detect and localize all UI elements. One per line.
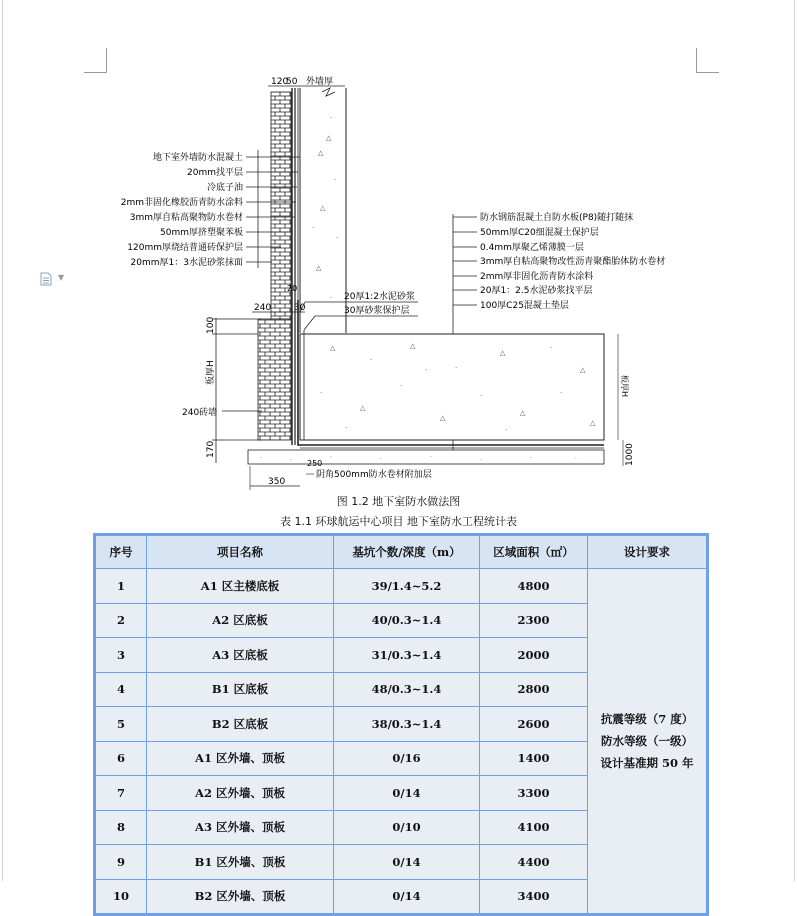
design-line: 防水等级（一级） [601, 734, 693, 748]
cell-area: 2600 [480, 707, 588, 742]
hatch-mark: △ [326, 134, 332, 142]
label-c20: 50mm厚C20细混凝土保护层 [480, 228, 599, 238]
cell-name: A3 区外墙、顶板 [147, 810, 334, 845]
hatch-mark: · [425, 366, 428, 374]
cell-name: A1 区外墙、顶板 [147, 741, 334, 776]
cell-no: 4 [95, 672, 147, 707]
cell-no: 10 [95, 879, 147, 915]
dim-350: 350 [268, 477, 286, 487]
cell-area: 2000 [480, 638, 588, 673]
cell-design-requirements [588, 569, 708, 915]
hatch-mark: · [320, 389, 323, 397]
cell-area: 4100 [480, 810, 588, 845]
table-row [95, 569, 708, 604]
label-coating: 2mm非固化橡胶沥青防水涂料 [120, 198, 243, 208]
design-line: 设计基准期 50 年 [600, 756, 694, 770]
hatch-mark: △ [330, 344, 336, 352]
cell-area: 1400 [480, 741, 588, 776]
hatch-mark: · [505, 426, 508, 434]
cell-depth: 39/1.4~5.2 [334, 569, 480, 604]
cell-no: 7 [95, 776, 147, 811]
cell-no: 2 [95, 603, 147, 638]
hatch-mark: △ [520, 409, 526, 417]
cell-no: 9 [95, 845, 147, 880]
cell-depth: 48/0.3~1.4 [334, 672, 480, 707]
header-depth: 基坑个数/深度（m） [334, 535, 480, 569]
cell-depth: 0/16 [334, 741, 480, 776]
label-xps: 50mm厚挤塑聚苯板 [160, 228, 243, 238]
cell-depth: 0/14 [334, 879, 480, 915]
cell-name: A3 区底板 [147, 638, 334, 673]
hatch-mark: · [550, 344, 553, 352]
dim-100: 100 [206, 316, 216, 334]
hatch-mark: · [480, 457, 482, 464]
dim-top-50: 50 [286, 77, 298, 87]
hatch-mark: △ [580, 366, 586, 374]
label-non-cure: 2mm厚非固化沥青防水涂料 [480, 272, 594, 282]
cell-area: 4400 [480, 845, 588, 880]
cell-name: B2 区外墙、顶板 [147, 879, 334, 915]
hatch-mark: △ [500, 349, 506, 357]
header-design: 设计要求 [588, 535, 708, 569]
hatch-mark: △ [360, 404, 366, 412]
cell-depth: 0/14 [334, 845, 480, 880]
hatch-mark: · [330, 454, 332, 461]
label-corner-note: 阴角500mm防水卷材附加层 [316, 470, 432, 480]
cell-area: 3300 [480, 776, 588, 811]
hatch-mark: △ [320, 204, 326, 212]
cell-no: 8 [95, 810, 147, 845]
dim-30: 30 [294, 303, 306, 313]
hatch-mark: · [290, 457, 292, 464]
cell-area: 2300 [480, 603, 588, 638]
cell-name: A2 区底板 [147, 603, 334, 638]
hatch-mark: · [334, 176, 337, 184]
hatch-mark: · [345, 424, 348, 432]
label-pe-film: 0.4mm厚聚乙烯薄膜一层 [480, 243, 584, 253]
design-line: 抗震等级（7 度） [600, 712, 694, 726]
cell-name: A1 区主楼底板 [147, 569, 334, 604]
hatch-mark: · [336, 234, 339, 242]
dim-250: 250 [307, 459, 323, 468]
hatch-mark: △ [440, 414, 446, 422]
hatch-mark: · [430, 454, 432, 461]
statistics-table [93, 533, 709, 916]
hatch-mark: △ [590, 419, 596, 427]
chevron-down-icon[interactable]: ▼ [58, 273, 65, 282]
label-leveling: 20mm找平层 [187, 168, 243, 178]
dim-240: 240 [254, 303, 272, 313]
hatch-mark: · [370, 356, 373, 364]
label-brick-wall: 240砖墙 [182, 408, 218, 418]
dim-slab-h: 板厚H [206, 360, 216, 385]
header-no: 序号 [95, 535, 147, 569]
hatch-mark: · [400, 382, 403, 390]
label-mortar: 20mm厚1：3水泥砂浆抹面 [130, 258, 243, 268]
label-c25: 100厚C25混凝土垫层 [480, 301, 569, 311]
hatch-mark: · [330, 114, 333, 122]
hatch-mark: △ [316, 264, 322, 272]
header-area: 区域面积（㎡） [480, 535, 588, 569]
label-primer: 冷底子油 [206, 183, 243, 193]
label-rc-slab: 防水钢筋混凝土自防水板(P8)随打随抹 [480, 213, 634, 223]
cell-no: 3 [95, 638, 147, 673]
hatch-mark: △ [410, 342, 416, 350]
label-brick-protect: 120mm厚烧结普通砖保护层 [127, 243, 243, 253]
dim-top-wall: 外墙厚 [306, 77, 334, 87]
label-screed: 20厚1：2.5水泥砂浆找平层 [480, 286, 593, 296]
hatch-mark: · [560, 389, 563, 397]
label-corner-protect: 30厚砂浆保护层 [344, 306, 410, 316]
table-header-row [95, 535, 708, 569]
table-title: 表 1.1 环球航运中心项目 地下室防水工程统计表 [280, 515, 517, 528]
hatch-mark: · [380, 456, 382, 463]
hatch-mark: △ [318, 149, 324, 157]
label-membrane: 3mm厚自粘高聚物防水卷材 [129, 213, 243, 223]
cell-no: 6 [95, 741, 147, 776]
hatch-mark: · [575, 456, 577, 463]
hatch-mark: · [330, 294, 333, 302]
cell-area: 3400 [480, 879, 588, 915]
cell-name: A2 区外墙、顶板 [147, 776, 334, 811]
dim-1000: 1000 [625, 443, 635, 466]
cell-depth: 38/0.3~1.4 [334, 707, 480, 742]
cell-name: B2 区底板 [147, 707, 334, 742]
dim-20: 20 [287, 284, 298, 293]
cell-name: B1 区外墙、顶板 [147, 845, 334, 880]
hatch-mark: · [455, 364, 458, 372]
label-corner-mortar: 20厚1:2水泥砂浆 [344, 292, 415, 302]
dim-170: 170 [206, 440, 216, 458]
cell-area: 4800 [480, 569, 588, 604]
hatch-mark: · [480, 392, 483, 400]
cell-area: 2800 [480, 672, 588, 707]
hatch-mark: · [260, 455, 262, 462]
label-sbs: 3mm厚自粘高聚物改性沥青聚酯胎体防水卷材 [480, 257, 666, 267]
figure-caption: 图 1.2 地下室防水做法图 [336, 495, 461, 508]
cell-no: 5 [95, 707, 147, 742]
cell-name: B1 区底板 [147, 672, 334, 707]
dim-top-120: 120 [271, 77, 289, 87]
cell-depth: 31/0.3~1.4 [334, 638, 480, 673]
dim-slab-right: 板厚H [620, 375, 629, 398]
hatch-mark: · [530, 455, 532, 462]
header-name: 项目名称 [147, 535, 334, 569]
cell-depth: 40/0.3~1.4 [334, 603, 480, 638]
cell-no: 1 [95, 569, 147, 604]
label-wall-concrete: 地下室外墙防水混凝土 [152, 153, 243, 163]
cell-depth: 0/10 [334, 810, 480, 845]
cell-depth: 0/14 [334, 776, 480, 811]
hatch-mark: · [312, 224, 315, 232]
